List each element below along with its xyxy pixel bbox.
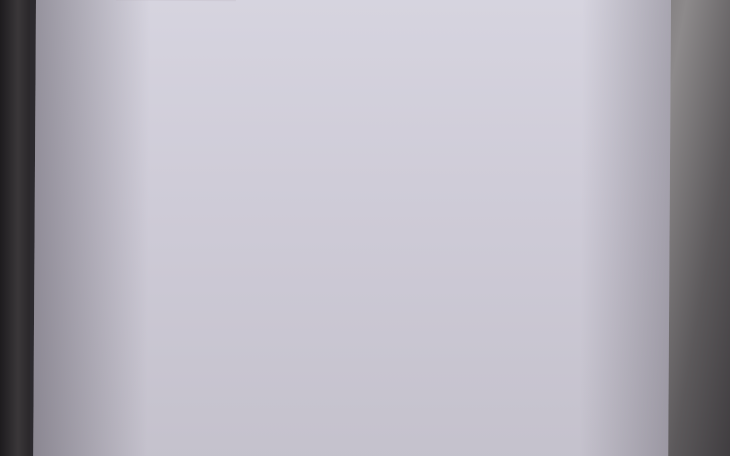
document-page bbox=[33, 0, 671, 456]
top-strip bbox=[116, 0, 236, 1]
binder-edge bbox=[0, 0, 30, 456]
